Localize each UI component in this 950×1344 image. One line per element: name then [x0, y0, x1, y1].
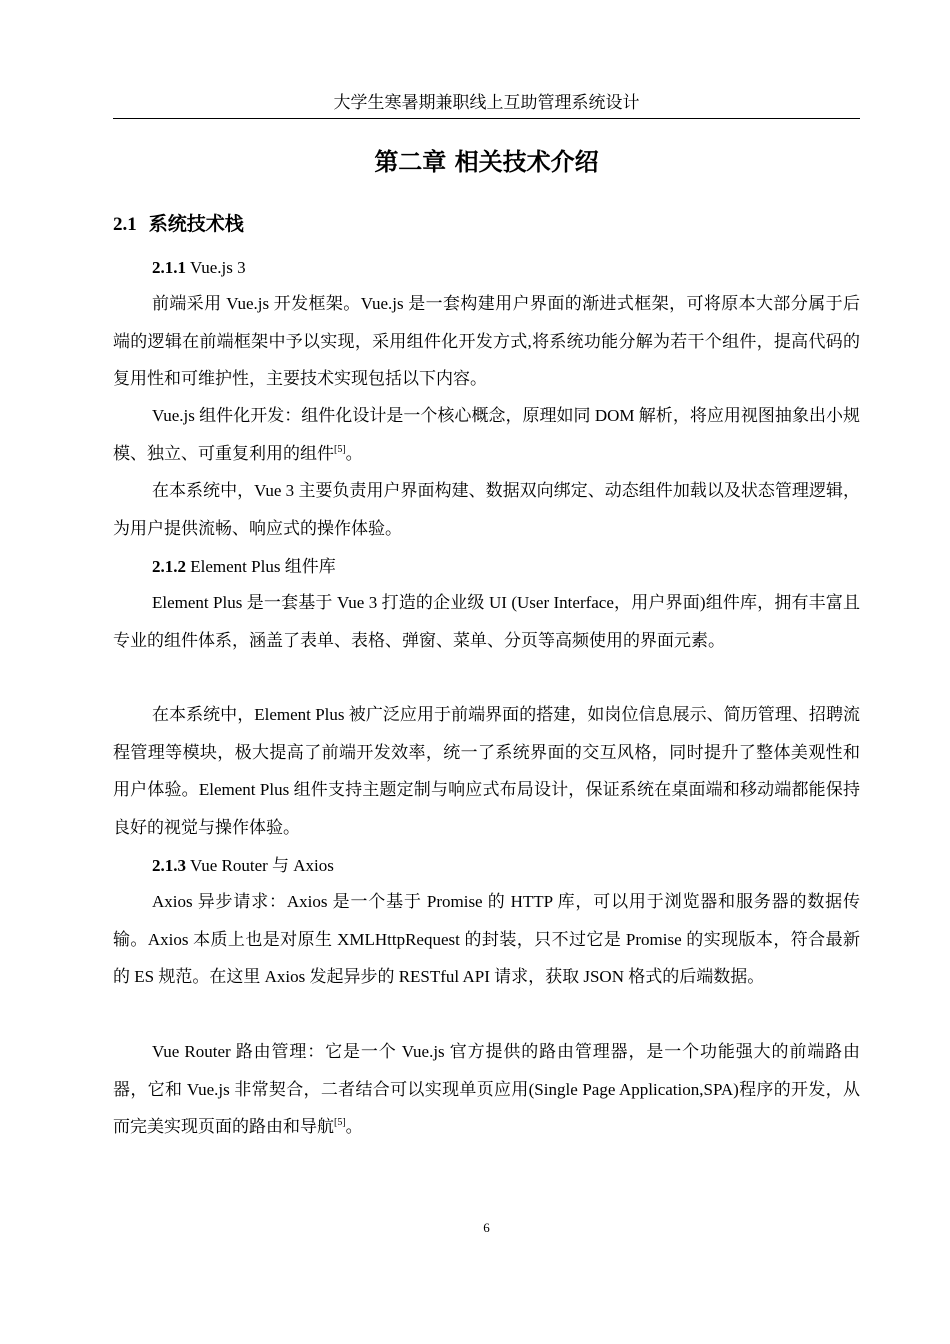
paragraph — [113, 1033, 860, 1146]
header-rule — [113, 118, 860, 119]
subsection-number: 2.1.2 — [152, 557, 186, 576]
subsection-heading — [152, 556, 336, 578]
section-heading — [113, 212, 244, 237]
paragraph: Axios 异步请求：Axios 是一个基于 Promise 的 HTTP 库，可以用于浏览器和服务器的数据传输。Axios 本质上也是对原生 XMLHttpRequest 的封装，只不过它是 Promise 的实现版本，符合最新的 ES 规范。在这里 Axios 发起异步的 RESTful API 请求，获取 JSON 格式的后端数据。 — [113, 892, 860, 986]
page-number: 6 — [483, 1220, 490, 1235]
subsection-title: Vue Router 与 Axios — [189, 856, 334, 875]
citation: [5] — [334, 443, 346, 455]
subsection-title: Vue.js 3 — [189, 258, 246, 277]
subsection-number: 2.1.1 — [152, 258, 186, 277]
paragraph: 前端采用 Vue.js 开发框架。Vue.js 是一套构建用户界面的渐进式框架，可将原本大部分属于后端的逻辑在前端框架中予以实现，采用组件化开发方式,将系统功能分解为若干个组件，提高代码的复用性和可维护性，主要技术实现包括以下内容。 — [113, 294, 860, 388]
chapter-title: 第二章 相关技术介绍 — [374, 148, 599, 176]
citation: [5] — [334, 1117, 346, 1128]
paragraph-end: 。 — [345, 1117, 363, 1136]
paragraph-text: Vue.js 组件化开发：组件化设计是一个核心概念，原理如同 DOM 解析，将应用视图抽象出小规模、独立、可重复利用的组件 — [113, 406, 860, 463]
subsection-heading — [152, 855, 334, 877]
running-header: 大学生寒暑期兼职线上互助管理系统设计 — [333, 93, 640, 112]
paragraph: 在本系统中，Element Plus 被广泛应用于前端界面的搭建，如岗位信息展示、简历管理、招聘流程管理等模块，极大提高了前端开发效率，统一了系统界面的交互风格，同时提升了整体美观性和用户体验。Element Plus 组件支持主题定制与响应式布局设计，保证系统在桌面端和移动端都能保持良好的视觉与操作体验。 — [113, 705, 860, 837]
paragraph — [113, 397, 860, 472]
paragraph-end: 。 — [345, 443, 363, 463]
paragraph-text: Vue Router 路由管理：它是一个 Vue.js 官方提供的路由管理器，是一个功能强大的前端路由器，它和 Vue.js 非常契合，二者结合可以实现单页应用(Single Page Application,SPA)程序的开发，从而完美实现页面的路由和导航 — [113, 1042, 860, 1136]
subsection-number: 2.1.3 — [152, 856, 186, 875]
subsection-title: Element Plus 组件库 — [190, 557, 336, 576]
subsection-heading — [152, 257, 246, 279]
paragraph: Element Plus 是一套基于 Vue 3 打造的企业级 UI (User Interface，用户界面)组件库，拥有丰富且专业的组件体系，涵盖了表单、表格、弹窗、菜单、分页等高频使用的界面元素。 — [113, 593, 860, 650]
paragraph: 在本系统中，Vue 3 主要负责用户界面构建、数据双向绑定、动态组件加载以及状态管理逻辑，为用户提供流畅、响应式的操作体验。 — [113, 481, 860, 538]
section-number: 2.1 — [113, 214, 137, 235]
section-title: 系统技术栈 — [148, 213, 244, 235]
